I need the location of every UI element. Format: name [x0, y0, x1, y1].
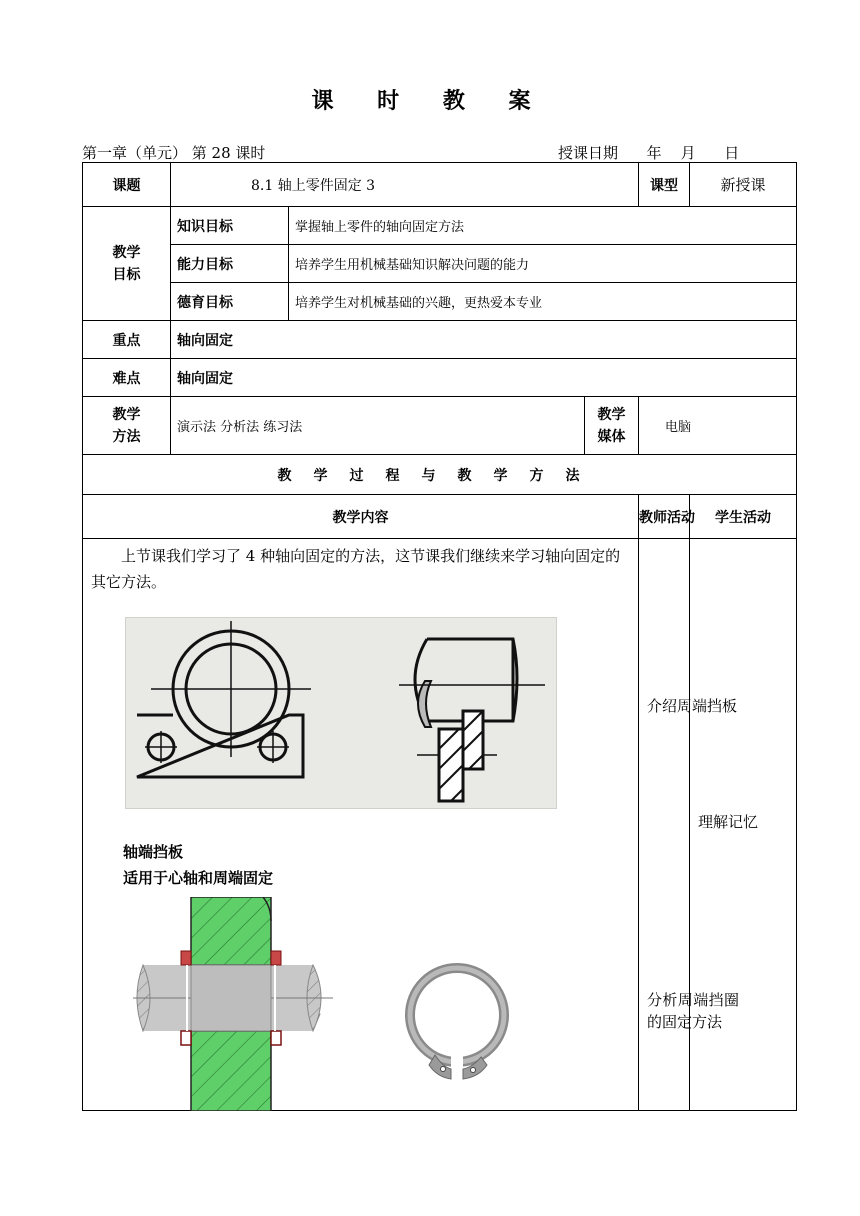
key-label: 重点 [83, 321, 171, 359]
student-activity-cell [690, 539, 797, 1111]
ability-value: 培养学生用机械基础知识解决问题的能力 [289, 245, 797, 283]
circlip-ring-drawing [401, 959, 513, 1081]
col-teacher-text: 教师活动 [639, 509, 695, 526]
lesson-table [82, 162, 797, 1111]
intro-text: 上节课我们学习了 4 种轴向固定的方法，这节课我们继续来学习轴向固定的其它方法。 [91, 547, 621, 591]
student-note: 理解记忆 [698, 813, 759, 831]
type-label: 课型 [639, 163, 690, 207]
end-plate-drawing [125, 617, 557, 809]
content-cell [83, 539, 639, 1111]
caption-end-plate: 轴端挡板 [123, 843, 184, 861]
method-label-line2: 方法 [112, 428, 141, 445]
process-section-title: 教学过程与教学方法 [83, 455, 797, 495]
moral-value: 培养学生对机械基础的兴趣，更热爱本专业 [289, 283, 797, 321]
goals-label-line1: 教学 [112, 244, 141, 261]
method-label [83, 397, 171, 455]
media-label [585, 397, 639, 455]
knowledge-value: 掌握轴上零件的轴向固定方法 [289, 207, 797, 245]
method-value: 演示法 分析法 练习法 [171, 397, 585, 455]
media-label-line1: 教学 [597, 406, 626, 423]
chapter-info: 第一章（单元） 第 28 课时 [82, 144, 266, 162]
key-value: 轴向固定 [171, 321, 797, 359]
method-label-line1: 教学 [112, 406, 141, 423]
date-info: 授课日期 年 月 日 [558, 144, 740, 162]
knowledge-label: 知识目标 [171, 207, 289, 245]
caption-usage: 适用于心轴和周端固定 [123, 869, 274, 887]
goals-label-line2: 目标 [112, 266, 141, 283]
col-content-header: 教学内容 [83, 495, 639, 539]
goals-label [83, 207, 171, 321]
col-student-header: 学生活动 [690, 495, 797, 539]
media-label-line2: 媒体 [597, 428, 626, 445]
difficult-label: 难点 [83, 359, 171, 397]
col-teacher-header [639, 495, 695, 539]
type-value: 新授课 [690, 163, 797, 207]
difficult-value: 轴向固定 [171, 359, 797, 397]
topic-value [171, 163, 639, 207]
topic-label: 课题 [83, 163, 171, 207]
moral-label: 德育目标 [171, 283, 289, 321]
teacher-note-end-plate: 介绍周端挡板 [647, 697, 738, 715]
ability-label: 能力目标 [171, 245, 289, 283]
media-value: 电脑 [639, 397, 797, 455]
topic-text: 8.1 轴上零件固定 3 [251, 177, 376, 194]
teacher-note-circlip: 分析周端挡圈的固定方法 [647, 991, 739, 1031]
page-title: 课 时 教 案 [311, 88, 549, 114]
circlip-assembly-drawing [133, 897, 333, 1111]
